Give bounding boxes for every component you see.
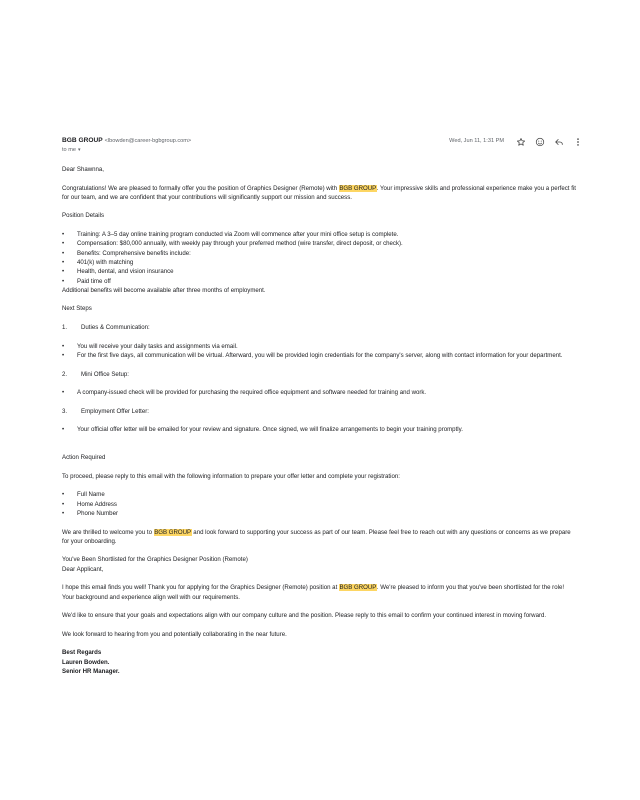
list-item: • Health, dental, and vision insurance	[62, 267, 584, 276]
company-highlight: BGB GROUP	[154, 528, 192, 536]
recipient-toggle[interactable]	[62, 146, 191, 155]
step2-list	[62, 388, 584, 397]
list-item: • Home Address	[62, 500, 584, 509]
shortlist-paragraph-line2: Your background and experience align well with our requirements.	[62, 593, 240, 601]
list-item: • Full Name	[62, 490, 584, 499]
signature-line: Best Regards	[62, 649, 102, 657]
company-highlight: BGB GROUP	[339, 584, 377, 592]
action-list	[62, 490, 584, 518]
list-item: • Benefits: Comprehensive benefits include:	[62, 249, 584, 258]
alignment-paragraph: We'd like to ensure that your goals and expectations align with our company culture and the position. Please reply to this email to confirm your continued interest in moving forward.	[62, 612, 547, 620]
header-actions	[449, 136, 584, 147]
list-item: • You will receive your daily tasks and assignments via email.	[62, 342, 584, 351]
welcome-paragraph-line2: for your onboarding.	[62, 537, 117, 545]
step-heading: 3. Employment Offer Letter:	[62, 407, 149, 415]
shortlist-greeting: Dear Applicant,	[62, 565, 104, 573]
list-item: • Your official offer letter will be emailed for your review and signature. Once signed, we will finalize arrangements to begin your training promptly.	[62, 425, 584, 434]
email-message	[62, 136, 584, 676]
company-highlight: BGB GROUP	[339, 184, 377, 192]
step-heading: 2. Mini Office Setup:	[62, 370, 129, 378]
list-item: • Paid time off	[62, 277, 584, 286]
position-details-heading: Position Details	[62, 212, 104, 220]
greeting: Dear Shawnna,	[62, 166, 105, 173]
additional-benefits: Additional benefits will become available after three months of employment.	[62, 286, 266, 294]
more-vert-icon[interactable]	[571, 136, 584, 147]
step-heading: 1. Duties & Communication:	[62, 324, 150, 332]
signature-line: Senior HR Manager.	[62, 668, 120, 676]
list-item: • Compensation: $80,000 annually, with weekly pay through your preferred method (wire transfer, direct deposit, or check).	[62, 239, 584, 248]
list-item: • For the first five days, all communication will be virtual. Afterward, you will be provided login credentials for the company's server, along with contact information for your department.	[62, 351, 584, 360]
sender-email: <lbowden@career-bgbgroup.com>	[104, 138, 192, 144]
list-item: • Phone Number	[62, 509, 584, 518]
sender-name[interactable]: BGB GROUP	[62, 137, 103, 144]
email-header	[62, 136, 584, 155]
reply-icon[interactable]	[552, 136, 565, 147]
shortlist-paragraph: I hope this email finds you well! Thank you for applying for the Graphics Designer (Remote) position at BGB GROUP. We're pleased to inform you that you've been shortlisted for the role!	[62, 584, 565, 592]
list-item: • Training: A 3–5 day online training program conducted via Zoom will commence after your mini office setup is complete.	[62, 230, 584, 239]
intro-paragraph-line2: for our team, and we are confident that your contributions will significantly support our mission and success.	[62, 193, 352, 201]
recipient-label: to me	[62, 147, 76, 153]
step1-list	[62, 342, 584, 361]
intro-paragraph: Congratulations! We are pleased to formally offer you the position of Graphics Designer (Remote) with BGB GROUP. Your impressive skills and professional experience make you a perfect fit	[62, 184, 576, 192]
step3-list	[62, 425, 584, 434]
sender-block	[62, 136, 191, 155]
email-date: Wed, Jun 11, 1:31 PM	[449, 137, 504, 144]
list-item: • 401(k) with matching	[62, 258, 584, 267]
action-required-heading: Action Required	[62, 454, 106, 462]
position-details-list	[62, 230, 584, 286]
shortlist-title: You've Been Shortlisted for the Graphics Designer Position (Remote)	[62, 556, 248, 564]
closing-paragraph: We look forward to hearing from you and potentially collaborating in the near future.	[62, 630, 287, 638]
chevron-down-icon: ▾	[78, 147, 81, 153]
list-item: • A company-issued check will be provided for purchasing the required office equipment and software needed for training and work.	[62, 388, 584, 397]
signature-line: Lauren Bowden.	[62, 658, 110, 666]
email-body	[62, 165, 584, 676]
action-text: To proceed, please reply to this email with the following information to prepare your offer letter and complete your registration:	[62, 472, 400, 480]
star-icon[interactable]	[514, 136, 527, 147]
emoji-icon[interactable]	[533, 136, 546, 147]
welcome-paragraph: We are thrilled to welcome you to BGB GROUP and look forward to supporting your success as part of our team. Please feel free to reach out with any questions or concerns as we prepare	[62, 528, 571, 536]
signature	[62, 648, 584, 676]
next-steps-heading: Next Steps	[62, 305, 92, 313]
